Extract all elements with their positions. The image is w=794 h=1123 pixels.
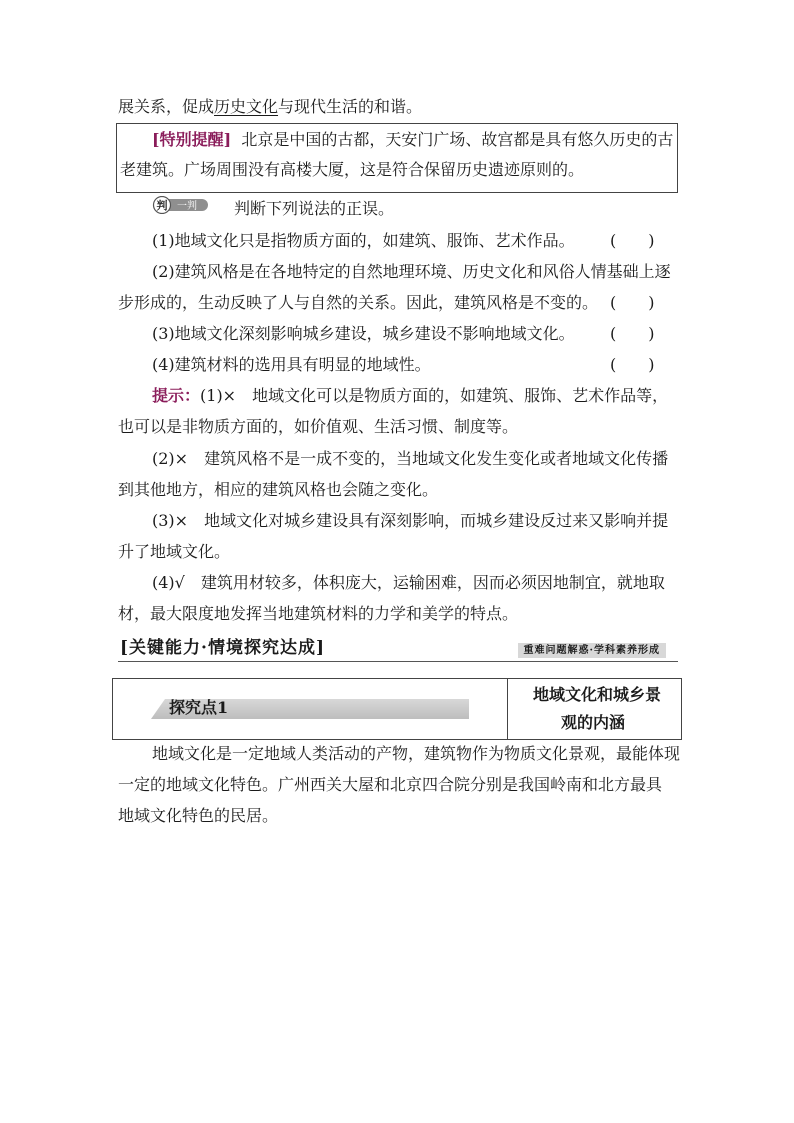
section-divider xyxy=(118,661,678,662)
section-title: [关键能力·情境探究达成] xyxy=(120,638,326,658)
hint-3-line-2: 升了地域文化。 xyxy=(118,542,231,561)
judge-item-2-line-1: (2)建筑风格是在各地特定的自然地理环境、历史文化和风俗人情基础上逐 xyxy=(152,262,671,281)
special-tip-label: [特别提醒] xyxy=(152,130,232,149)
judge-badge-char: 判 xyxy=(156,199,168,212)
judge-item-1: (1)地域文化只是指物质方面的，如建筑、服饰、艺术作品。 xyxy=(152,231,575,250)
judge-instruction: 判断下列说法的正误。 xyxy=(234,199,395,218)
special-tip-line-1 xyxy=(152,129,673,151)
judge-item-4: (4)建筑材料的选用具有明显的地域性。 xyxy=(152,355,431,374)
hint-label: 提示： xyxy=(152,386,201,405)
explore-title-line-2: 观的内涵 xyxy=(561,713,626,732)
body-line-3: 地域文化特色的民居。 xyxy=(118,806,279,825)
intro-prefix: 展关系，促成 xyxy=(118,97,215,116)
section-header xyxy=(118,636,678,662)
hint-2-line-2: 到其他地方，相应的建筑风格也会随之变化。 xyxy=(118,480,439,499)
hint-2-line-1: (2)× 建筑风格不是一成不变的，当地域文化发生变化或者地域文化传播 xyxy=(152,449,669,468)
intro-line xyxy=(118,96,422,118)
explore-label: 探究点1 xyxy=(169,698,229,717)
judge-badge-text: 一判 xyxy=(177,201,197,212)
explore-title-line-1: 地域文化和城乡景 xyxy=(533,685,662,704)
special-tip-text-2: 老建筑。广场周围没有高楼大厦，这是符合保留历史遗迹原则的。 xyxy=(120,160,585,179)
explore-box xyxy=(112,678,682,740)
hint-4-line-1: (4)√ 建筑用材较多，体积庞大，运输困难，因而必须因地制宜，就地取 xyxy=(152,573,665,592)
judge-answer-3: ( ) xyxy=(610,324,655,343)
body-line-2: 一定的地域文化特色。广州西关大屋和北京四合院分别是我国岭南和北方最具 xyxy=(118,775,663,794)
judge-answer-2: ( ) xyxy=(610,293,655,312)
hint-4-line-2: 材，最大限度地发挥当地建筑材料的力学和美学的特点。 xyxy=(118,604,519,623)
body-line-1: 地域文化是一定地域人类活动的产物，建筑物作为物质文化景观，最能体现 xyxy=(152,744,681,763)
hint-1-text-1: (1)× 地域文化可以是物质方面的，如建筑、服饰、艺术作品等， xyxy=(200,386,669,405)
hint-1-line-2: 也可以是非物质方面的，如价值观、生活习惯、制度等。 xyxy=(118,417,519,436)
intro-suffix: 与现代生活的和谐。 xyxy=(278,97,423,116)
judge-item-2-line-2: 步形成的，生动反映了人与自然的关系。因此，建筑风格是不变的。 xyxy=(118,293,599,312)
hint-3-line-1: (3)× 地域文化对城乡建设具有深刻影响，而城乡建设反过来又影响并提 xyxy=(152,511,669,530)
explore-divider xyxy=(507,679,508,739)
judge-item-3: (3)地域文化深刻影响城乡建设，城乡建设不影响地域文化。 xyxy=(152,324,575,343)
judge-answer-4: ( ) xyxy=(610,355,655,374)
section-tag: 重难问题解惑·学科素养形成 xyxy=(518,643,666,658)
hint-1-line-1 xyxy=(152,385,668,407)
judge-answer-1: ( ) xyxy=(610,231,655,250)
intro-underlined: 历史文化 xyxy=(214,97,279,116)
special-tip-text-1: 北京是中国的古都，天安门广场、故宫都是具有悠久历史的古 xyxy=(241,130,674,149)
judge-badge-icon xyxy=(152,196,208,214)
